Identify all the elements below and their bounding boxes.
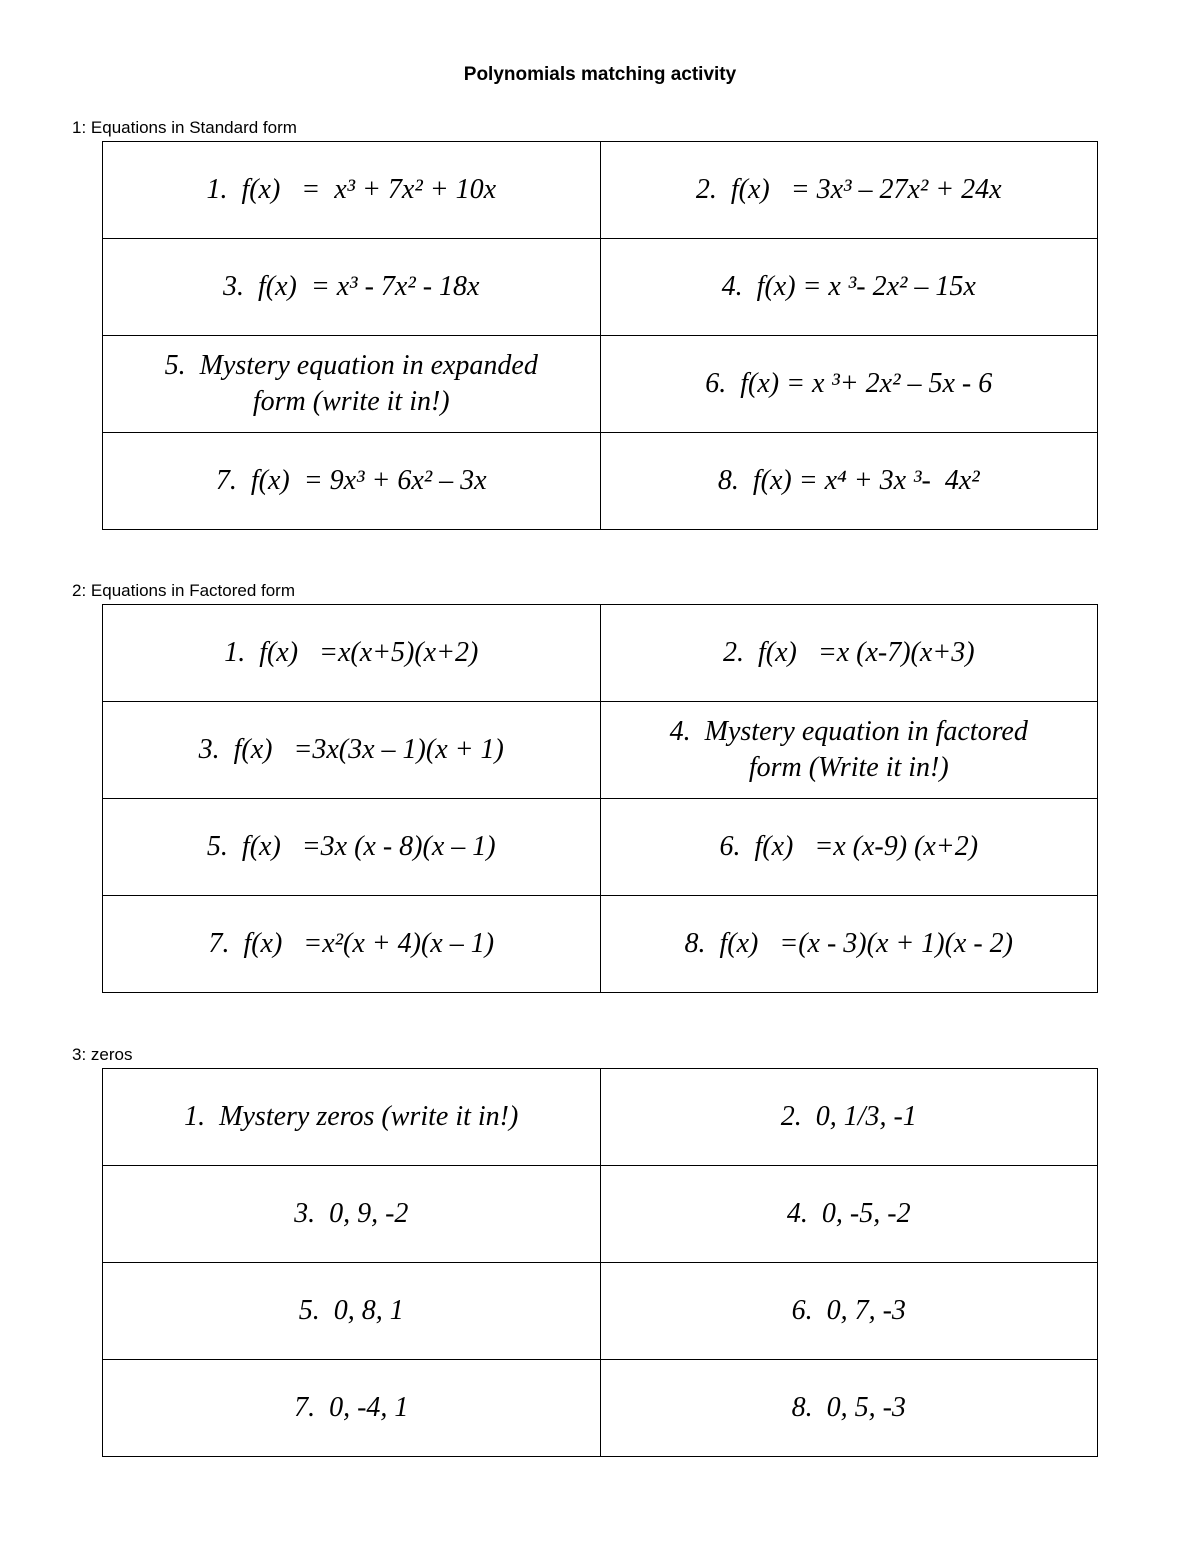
cell-equation: 2. f(x) =x (x-7)(x+3) [722, 636, 975, 668]
table-cell [600, 336, 1098, 433]
table-cell [103, 605, 601, 702]
table-row [103, 433, 1098, 530]
table-cell [103, 1166, 601, 1263]
cell-mystery-prompt: 5. Mystery equation in expanded form (write it in!) [164, 349, 545, 417]
table-cell [103, 239, 601, 336]
table-cell [600, 433, 1098, 530]
cell-zeros: 4. 0, -5, -2 [786, 1197, 911, 1229]
cell-zeros: 5. 0, 8, 1 [298, 1294, 404, 1326]
zeros-table [102, 1068, 1098, 1457]
table-cell [600, 702, 1098, 799]
table-cell [600, 896, 1098, 993]
table-cell [600, 1069, 1098, 1166]
table-cell [600, 1166, 1098, 1263]
cell-equation: 3. f(x) =3x(3x – 1)(x + 1) [198, 733, 504, 765]
standard-form-table [102, 141, 1098, 530]
factored-form-table [102, 604, 1098, 993]
cell-zeros: 8. 0, 5, -3 [791, 1391, 906, 1423]
cell-equation: 4. f(x) = x ³- 2x² – 15x [721, 270, 976, 302]
cell-equation: 6. f(x) = x ³+ 2x² – 5x - 6 [705, 367, 993, 399]
table-cell [103, 142, 601, 239]
cell-equation: 2. f(x) = 3x³ – 27x² + 24x [695, 173, 1002, 205]
table-row [103, 896, 1098, 993]
table-cell [103, 433, 601, 530]
table-row [103, 1069, 1098, 1166]
cell-equation: 8. f(x) = x⁴ + 3x ³- 4x² [717, 464, 980, 496]
table-cell [103, 702, 601, 799]
table-cell [600, 1360, 1098, 1457]
table-row [103, 239, 1098, 336]
page-title: Polynomials matching activity [463, 64, 737, 85]
table-row [103, 1263, 1098, 1360]
section-label-standard-form: 1: Equations in Standard form [72, 118, 297, 137]
table-cell [103, 1360, 601, 1457]
table-row [103, 142, 1098, 239]
table-cell [600, 1263, 1098, 1360]
table-cell [103, 336, 601, 433]
cell-equation: 1. f(x) =x(x+5)(x+2) [224, 636, 479, 668]
section-label-zeros: 3: zeros [72, 1045, 133, 1064]
cell-zeros: 6. 0, 7, -3 [791, 1294, 906, 1326]
cell-equation: 7. f(x) =x²(x + 4)(x – 1) [208, 927, 495, 959]
cell-zeros: 7. 0, -4, 1 [294, 1391, 409, 1423]
table-cell [600, 239, 1098, 336]
table-cell [103, 896, 601, 993]
table-row [103, 799, 1098, 896]
cell-equation: 7. f(x) = 9x³ + 6x² – 3x [215, 464, 487, 496]
table-cell [103, 799, 601, 896]
cell-mystery-prompt: 1. Mystery zeros (write it in!) [184, 1100, 519, 1132]
cell-mystery-prompt: 4. Mystery equation in factored form (Write it in!) [669, 715, 1035, 783]
table-row [103, 1166, 1098, 1263]
table-cell [600, 799, 1098, 896]
cell-zeros: 3. 0, 9, -2 [294, 1197, 409, 1229]
cell-equation: 5. f(x) =3x (x - 8)(x – 1) [206, 830, 496, 862]
table-cell [600, 605, 1098, 702]
table-row [103, 702, 1098, 799]
section-label-factored-form: 2: Equations in Factored form [72, 581, 296, 600]
table-row [103, 605, 1098, 702]
cell-zeros: 2. 0, 1/3, -1 [780, 1100, 917, 1132]
cell-equation: 1. f(x) = x³ + 7x² + 10x [206, 173, 497, 205]
table-cell [103, 1263, 601, 1360]
cell-equation: 3. f(x) = x³ - 7x² - 18x [223, 270, 480, 302]
table-row [103, 1360, 1098, 1457]
table-cell [103, 1069, 601, 1166]
cell-equation: 8. f(x) =(x - 3)(x + 1)(x - 2) [684, 927, 1014, 959]
table-cell [600, 142, 1098, 239]
cell-equation: 6. f(x) =x (x-9) (x+2) [719, 830, 979, 862]
table-row [103, 336, 1098, 433]
